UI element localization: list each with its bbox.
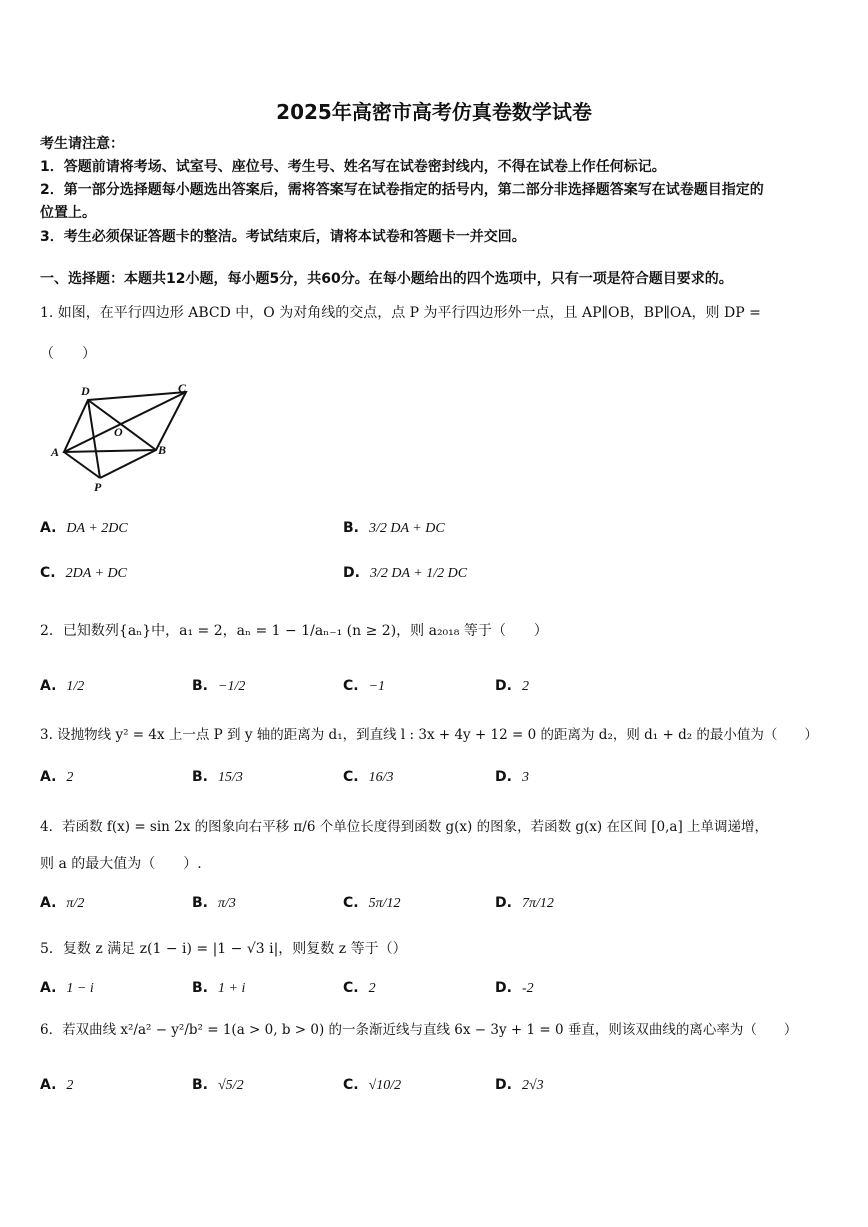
- q3-option-b[interactable]: [192, 769, 243, 786]
- option-text: 2DA + DC: [65, 566, 127, 581]
- option-text: 3/2 DA + 1/2 DC: [369, 566, 468, 581]
- page-title: 2025年高密市高考仿真卷数学试卷: [276, 100, 592, 124]
- diagonal-ac: [64, 392, 186, 452]
- option-text: 1 + i: [218, 981, 246, 996]
- option-text: 2: [66, 770, 74, 785]
- option-text: −1/2: [218, 679, 246, 694]
- section-heading: 一、选择题：本题共12小题，每小题5分，共60分。在每小题给出的四个选项中，只有一项是符合题目要求的。: [40, 271, 733, 287]
- option-letter: D.: [495, 678, 512, 694]
- label-o: O: [114, 425, 123, 439]
- option-text: 5π/12: [368, 896, 401, 911]
- option-text: 1 − i: [66, 981, 94, 996]
- option-text: 2: [66, 1078, 74, 1093]
- option-text: 15/3: [218, 770, 243, 785]
- option-text: 16/3: [368, 770, 394, 785]
- option-letter: B.: [192, 769, 208, 785]
- option-text: 2: [368, 981, 376, 996]
- question-5-stem: 5．复数 z 满足 z(1 − i) = |1 − √3 i|，则复数 z 等于（）: [40, 941, 407, 957]
- option-text: √10/2: [368, 1078, 402, 1093]
- option-letter: A.: [40, 1077, 57, 1093]
- q2-option-c[interactable]: [343, 678, 385, 695]
- notice-heading: 考生请注意：: [40, 136, 124, 152]
- q6-option-d[interactable]: [495, 1077, 544, 1094]
- option-letter: C.: [40, 565, 56, 581]
- question-4-stem: 4．若函数 f(x) = sin 2x 的图象向右平移 π/6 个单位长度得到函数 g(x) 的图象，若函数 g(x) 在区间 [0,a] 上单调递增，: [40, 819, 769, 835]
- label-p: P: [94, 480, 102, 494]
- option-letter: A.: [40, 769, 57, 785]
- option-text: π/3: [218, 896, 236, 911]
- question-3-stem: 3. 设抛物线 y² = 4x 上一点 P 到 y 轴的距离为 d₁，到直线 l : 3x + 4y + 12 = 0 的距离为 d₂，则 d₁ + d₂ 的最小值为（ ）: [40, 727, 818, 743]
- question-2-stem: 2．已知数列{aₙ}中，a₁ = 2，aₙ = 1 − 1/aₙ₋₁ (n ≥ 2)，则 a₂₀₁₈ 等于（ ）: [40, 623, 548, 639]
- q1-option-a[interactable]: [40, 520, 128, 537]
- option-letter: A.: [40, 520, 57, 536]
- option-letter: B.: [343, 520, 359, 536]
- option-letter: B.: [192, 895, 208, 911]
- option-letter: C.: [343, 769, 359, 785]
- parallelogram-figure: [48, 380, 198, 495]
- q5-option-b[interactable]: [192, 980, 245, 997]
- option-letter: A.: [40, 678, 57, 694]
- option-letter: D.: [343, 565, 360, 581]
- q4-option-a[interactable]: [40, 895, 84, 912]
- option-letter: D.: [495, 769, 512, 785]
- q1-option-b[interactable]: [343, 520, 445, 537]
- notice-item: 3．考生必须保证答题卡的整洁。考试结束后，请将本试卷和答题卡一并交回。: [40, 229, 526, 245]
- q2-option-b[interactable]: [192, 678, 245, 695]
- q1-option-d[interactable]: [343, 565, 467, 582]
- option-text: -2: [521, 981, 534, 996]
- option-text: 3/2 DA + DC: [369, 521, 445, 536]
- option-letter: A.: [40, 895, 57, 911]
- segment-bp: [100, 450, 156, 478]
- question-6-stem: 6．若双曲线 x²/a² − y²/b² = 1(a > 0, b > 0) 的一条渐近线与直线 6x − 3y + 1 = 0 垂直，则该双曲线的离心率为（ ）: [40, 1022, 798, 1038]
- q1-option-c[interactable]: [40, 565, 127, 582]
- question-4-stem-line2: 则 a 的最大值为（ ）.: [40, 856, 202, 872]
- option-text: 1/2: [66, 679, 85, 694]
- option-letter: D.: [495, 895, 512, 911]
- option-letter: B.: [192, 678, 208, 694]
- option-letter: B.: [192, 980, 208, 996]
- q2-option-a[interactable]: [40, 678, 84, 695]
- option-letter: C.: [343, 895, 359, 911]
- option-letter: A.: [40, 980, 57, 996]
- option-text: 7π/12: [521, 896, 554, 911]
- q3-option-a[interactable]: [40, 769, 73, 786]
- notice-item: 位置上。: [40, 205, 96, 221]
- question-1-stem: 1. 如图，在平行四边形 ABCD 中，O 为对角线的交点，点 P 为平行四边形外一点，且 AP∥OB，BP∥OA，则 DP =: [40, 305, 761, 321]
- notice-item: 1．答题前请将考场、试室号、座位号、考生号、姓名写在试卷密封线内，不得在试卷上作任何标记。: [40, 159, 666, 175]
- label-a: A: [51, 445, 60, 459]
- option-letter: D.: [495, 980, 512, 996]
- q6-option-b[interactable]: [192, 1077, 244, 1094]
- option-letter: B.: [192, 1077, 208, 1093]
- q4-option-d[interactable]: [495, 895, 554, 912]
- option-letter: C.: [343, 1077, 359, 1093]
- q6-option-a[interactable]: [40, 1077, 73, 1094]
- q3-option-c[interactable]: [343, 769, 393, 786]
- q4-option-c[interactable]: [343, 895, 401, 912]
- option-letter: D.: [495, 1077, 512, 1093]
- question-1-blank: （ ）: [40, 346, 96, 362]
- q5-option-d[interactable]: [495, 980, 534, 997]
- q6-option-c[interactable]: [343, 1077, 401, 1094]
- q3-option-d[interactable]: [495, 769, 529, 786]
- option-text: √5/2: [218, 1078, 244, 1093]
- label-c: C: [178, 381, 187, 395]
- label-d: D: [81, 384, 90, 398]
- option-letter: C.: [343, 678, 359, 694]
- q2-option-d[interactable]: [495, 678, 529, 695]
- option-text: π/2: [66, 896, 85, 911]
- label-b: B: [158, 443, 167, 457]
- option-text: 2: [521, 679, 529, 694]
- notice-item: 2．第一部分选择题每小题选出答案后，需将答案写在试卷指定的括号内，第二部分非选择题答案写在试卷题目指定的: [40, 182, 764, 198]
- option-letter: C.: [343, 980, 359, 996]
- option-text: −1: [368, 679, 386, 694]
- option-text: 2√3: [521, 1078, 544, 1093]
- q5-option-a[interactable]: [40, 980, 94, 997]
- option-text: DA + 2DC: [66, 521, 128, 536]
- segment-ap: [64, 452, 100, 478]
- q5-option-c[interactable]: [343, 980, 376, 997]
- q4-option-b[interactable]: [192, 895, 236, 912]
- option-text: 3: [521, 770, 529, 785]
